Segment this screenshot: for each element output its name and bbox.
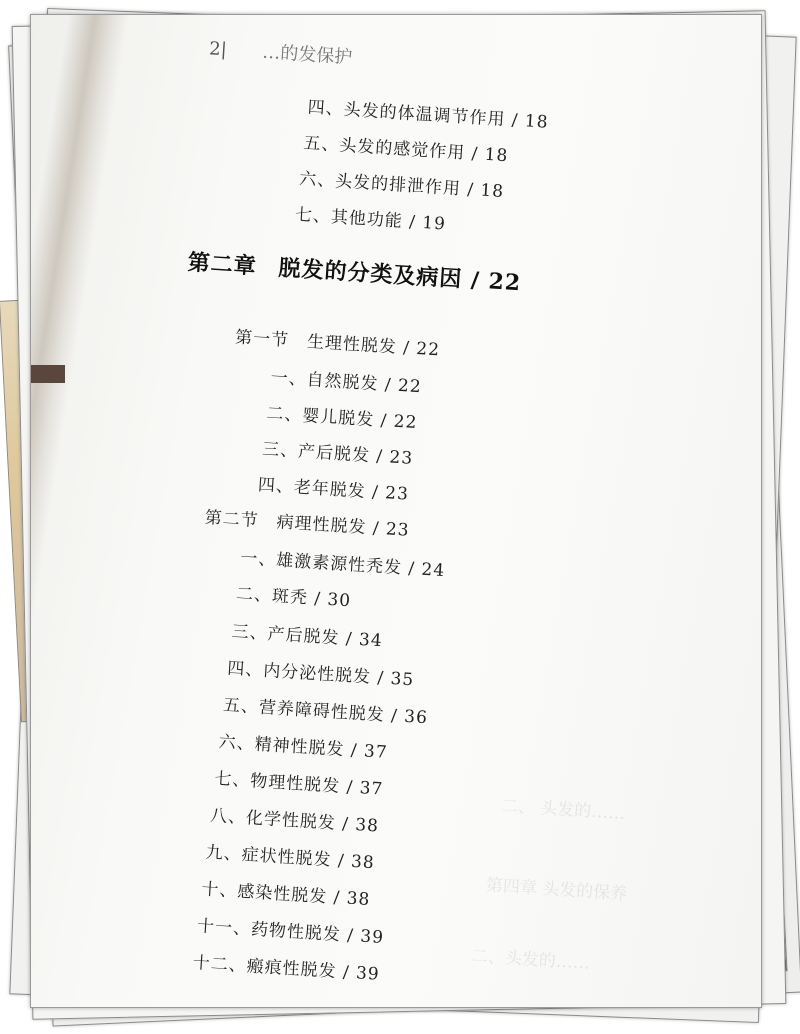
- toc-entry-label: 十二、瘢痕性脱发: [192, 953, 338, 983]
- toc-entry-label: 一、雄激素源性秃发: [239, 548, 403, 579]
- toc-entry: 七、其他功能 / 19: [294, 204, 447, 235]
- section-page: 22: [415, 338, 441, 361]
- chapter-heading: 第二章 脱发的分类及病因 / 22: [186, 249, 522, 297]
- toc-entry-page: 34: [358, 629, 384, 652]
- toc-entry-label: 三、产后脱发: [261, 439, 371, 467]
- toc-entry: 五、营养障碍性脱发 / 36: [222, 695, 429, 729]
- section-number: 第一节: [234, 327, 290, 351]
- running-head: [209, 34, 354, 69]
- toc-entry-label: 一、自然脱发: [270, 367, 380, 395]
- toc-entry-page: 39: [359, 926, 385, 948]
- toc-entry-page: 37: [359, 778, 384, 800]
- book-page: [30, 14, 762, 1008]
- toc-entry-label: 四、头发的体温调节作用: [307, 97, 506, 130]
- toc-entry: 九、症状性脱发 / 38: [205, 842, 376, 874]
- toc-entry-page: 35: [389, 668, 415, 691]
- toc-entry: 四、内分泌性脱发 / 35: [226, 658, 415, 691]
- toc-entry-label: 十一、药物性脱发: [196, 916, 342, 946]
- toc-entry-label: 四、老年脱发: [257, 475, 367, 502]
- toc-entry-label: 十、感染性脱发: [200, 879, 328, 908]
- section-number: 第二节: [204, 507, 260, 532]
- section-title: 生理性脱发: [306, 331, 398, 358]
- page-number: 2|: [208, 38, 228, 61]
- toc-entry-label: 六、头发的排泄作用: [298, 169, 462, 200]
- toc-entry: 十二、瘢痕性脱发 / 39: [192, 953, 381, 985]
- toc-entry-page: 23: [388, 447, 414, 469]
- section-title: 病理性脱发: [275, 512, 368, 539]
- section-heading: 第二节 病理性脱发 / 23: [204, 507, 411, 541]
- toc-entry: 一、自然脱发 / 22: [270, 367, 423, 398]
- toc-entry-label: 三、产后脱发: [231, 621, 341, 649]
- toc-entry-page: 22: [393, 411, 418, 434]
- toc-entry-label: 五、头发的感觉作用: [302, 133, 466, 164]
- toc-entry: 二、斑秃 / 30: [235, 584, 352, 612]
- toc-entry: 四、老年脱发 / 23: [257, 475, 410, 505]
- toc-entry: 一、雄激素源性秃发 / 24: [239, 548, 446, 582]
- chapter-page: 22: [487, 268, 522, 297]
- toc-entry-page: 23: [384, 483, 410, 505]
- toc-entry-label: 八、化学性脱发: [209, 805, 337, 834]
- show-through-text: 第四章 头发的保养: [485, 875, 628, 905]
- chapter-number: 第二章: [186, 249, 258, 280]
- toc-entry-page: 39: [355, 963, 381, 985]
- toc-entry-label: 二、斑秃: [235, 584, 309, 609]
- toc-entry-page: 22: [397, 375, 423, 398]
- running-head-title: …的发保护: [261, 41, 353, 69]
- section-page: 23: [385, 519, 411, 541]
- toc-entry: 二、婴儿脱发 / 22: [265, 403, 418, 434]
- toc-entry-page: 38: [354, 814, 380, 837]
- toc-entry-page: 18: [479, 180, 505, 203]
- toc-entry-page: 24: [420, 559, 446, 582]
- show-through-text: 二、头发的……: [470, 946, 591, 974]
- toc-entry-page: 18: [524, 111, 550, 133]
- toc-entry: 六、头发的排泄作用 / 18: [298, 169, 505, 203]
- toc-entry: 五、头发的感觉作用 / 18: [302, 133, 509, 167]
- toc-entry-page: 38: [346, 888, 371, 911]
- toc-entry-label: 二、婴儿脱发: [265, 403, 375, 431]
- toc-entry-page: 19: [421, 212, 447, 235]
- toc-entry: 七、物理性脱发 / 37: [213, 769, 384, 800]
- toc-entry-label: 四、内分泌性脱发: [226, 658, 372, 688]
- toc-entry-page: 30: [326, 589, 352, 612]
- toc-entry-page: 18: [484, 144, 509, 167]
- toc-entry-label: 七、其他功能: [294, 204, 404, 232]
- toc-entry-label: 九、症状性脱发: [205, 842, 333, 871]
- chapter-title: 脱发的分类及病因: [277, 255, 464, 293]
- toc-entry: 三、产后脱发 / 23: [261, 439, 414, 469]
- toc-entry-page: 36: [403, 706, 429, 729]
- toc-entry: 十、感染性脱发 / 38: [200, 879, 371, 911]
- toc-entry: 十一、药物性脱发 / 39: [196, 916, 385, 948]
- toc-entry: 四、头发的体温调节作用 / 18: [307, 97, 550, 133]
- toc-entry: 三、产后脱发 / 34: [231, 621, 384, 652]
- toc-entry: 六、精神性脱发 / 37: [218, 732, 389, 763]
- show-through-text: 二、 头发的……: [500, 796, 626, 824]
- toc-entry-label: 五、营养障碍性脱发: [222, 695, 386, 726]
- toc-entry-page: 37: [363, 741, 389, 763]
- toc-entry-label: 六、精神性脱发: [218, 732, 346, 761]
- toc-entry: 八、化学性脱发 / 38: [209, 805, 380, 837]
- toc-content: [30, 15, 760, 1008]
- toc-entry-page: 38: [350, 851, 376, 874]
- section-heading: 第一节 生理性脱发 / 22: [234, 327, 441, 361]
- toc-entry-label: 七、物理性脱发: [213, 769, 341, 797]
